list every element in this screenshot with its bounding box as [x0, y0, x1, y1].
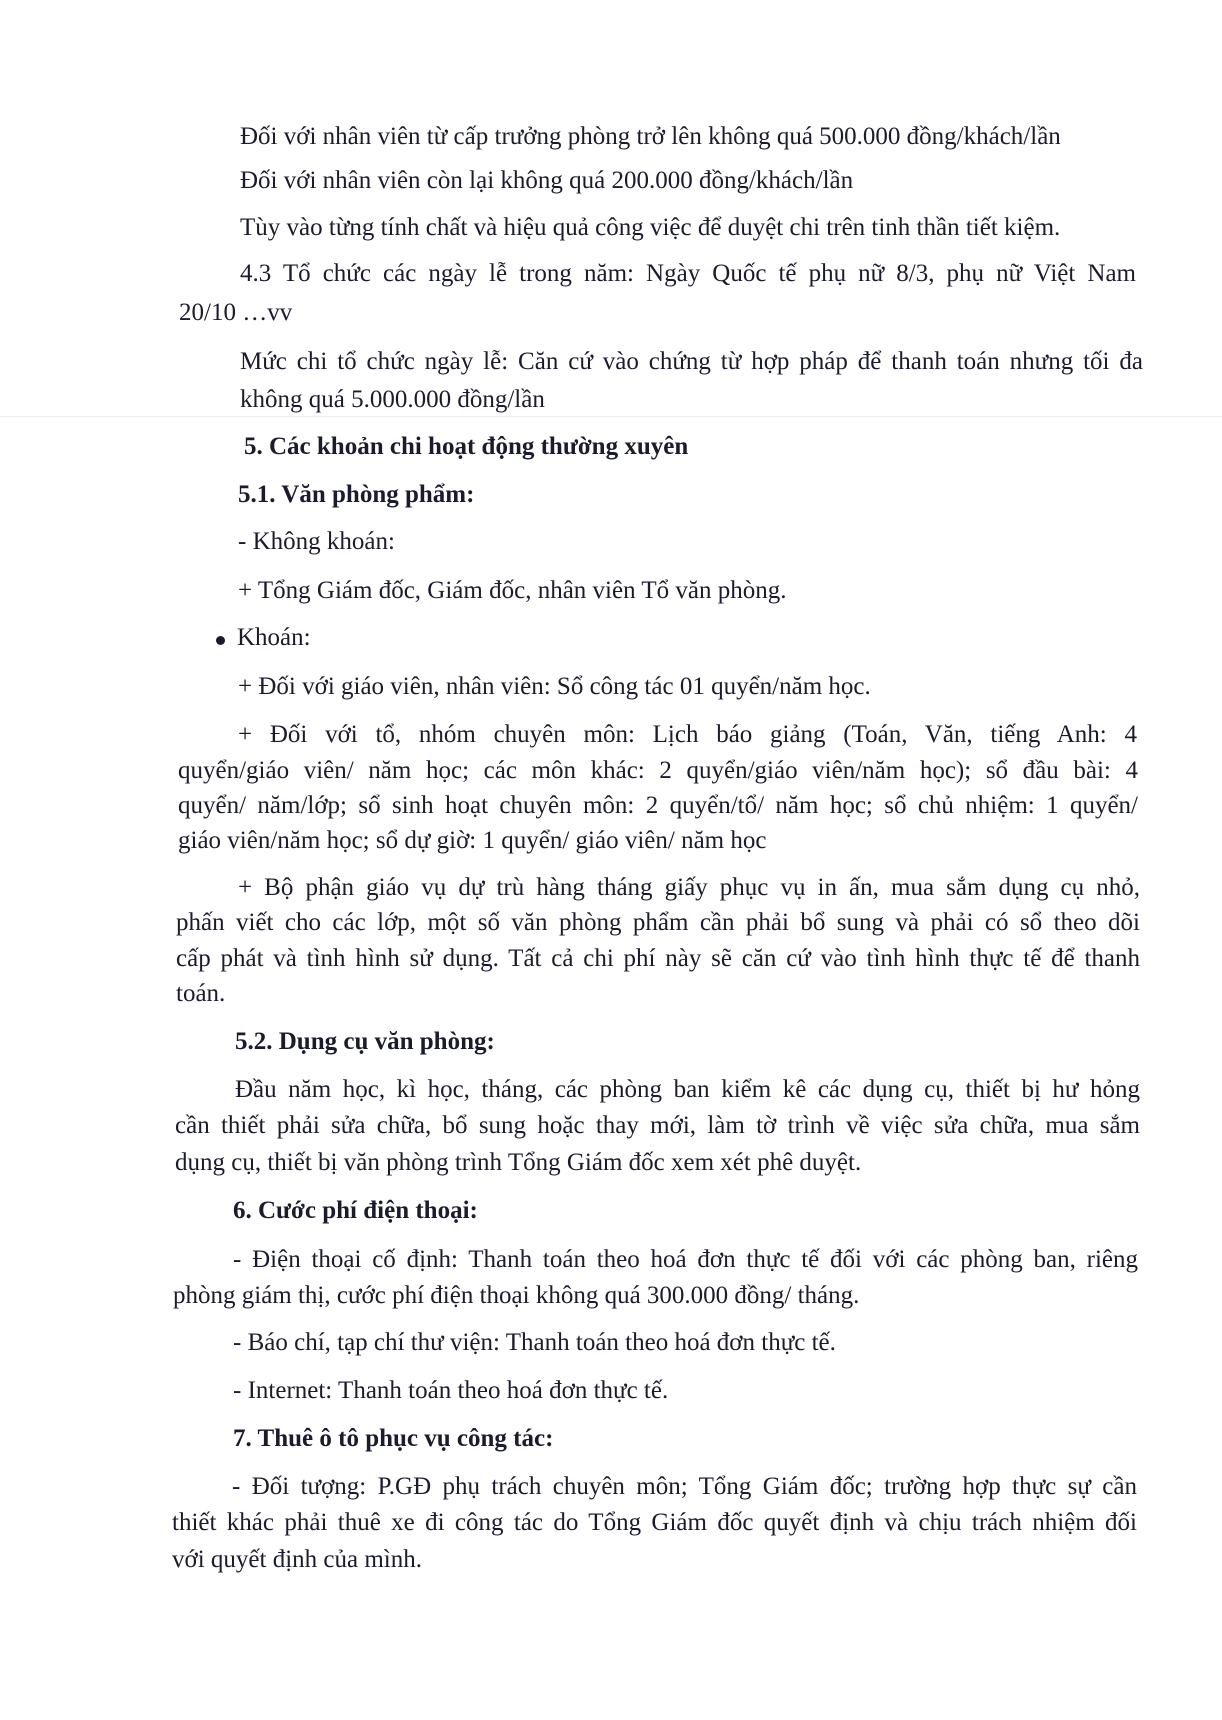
section-heading-5-1: 5.1. Văn phòng phẩm: [238, 481, 475, 508]
text-line: phòng giám thị, cước phí điện thoại không quá 300.000 đồng/ tháng. [173, 1282, 860, 1309]
text-line: - Internet: Thanh toán theo hoá đơn thực tế. [233, 1377, 669, 1404]
text-line: + Đối với giáo viên, nhân viên: Sổ công tác 01 quyển/năm học. [238, 673, 871, 700]
section-heading-6: 6. Cước phí điện thoại: [233, 1197, 478, 1224]
text-line: Mức chi tổ chức ngày lễ: Căn cứ vào chứng từ hợp pháp để thanh toán nhưng tối đa [240, 348, 1143, 375]
text-line: Tùy vào từng tính chất và hiệu quả công việc để duyệt chi trên tinh thần tiết kiệm. [240, 214, 1061, 241]
text-line: + Tổng Giám đốc, Giám đốc, nhân viên Tổ văn phòng. [238, 577, 787, 604]
text-line: quyển/ năm/lớp; sổ sinh hoạt chuyên môn: 2 quyển/tổ/ năm học; sổ chủ nhiệm: 1 quyển/ [178, 792, 1138, 819]
text-line: - Điện thoại cố định: Thanh toán theo hoá đơn thực tế đối với các phòng ban, riêng [233, 1246, 1138, 1273]
text-line: cấp phát và tình hình sử dụng. Tất cả chi phí này sẽ căn cứ vào tình hình thực tế để thanh [176, 945, 1140, 972]
scan-artifact-line [0, 416, 1222, 417]
text-line: cần thiết phải sửa chữa, bổ sung hoặc thay mới, làm tờ trình về việc sửa chữa, mua sắm [175, 1112, 1140, 1139]
text-line: + Bộ phận giáo vụ dự trù hàng tháng giấy phục vụ in ấn, mua sắm dụng cụ nhỏ, [238, 874, 1140, 901]
text-line: Đối với nhân viên còn lại không quá 200.000 đồng/khách/lần [240, 167, 854, 194]
text-line: Đầu năm học, kì học, tháng, các phòng ban kiểm kê các dụng cụ, thiết bị hư hỏng [235, 1076, 1140, 1103]
text-line: + Đối với tổ, nhóm chuyên môn: Lịch báo giảng (Toán, Văn, tiếng Anh: 4 [238, 721, 1137, 748]
text-line: 20/10 …vv [179, 299, 293, 326]
text-line: - Báo chí, tạp chí thư viện: Thanh toán theo hoá đơn thực tế. [233, 1329, 836, 1356]
text-line: thiết khác phải thuê xe đi công tác do Tổng Giám đốc quyết định và chịu trách nhiệm đối [172, 1509, 1137, 1536]
bullet-icon [216, 636, 225, 645]
text-line: toán. [176, 980, 226, 1007]
text-line: Đối với nhân viên từ cấp trưởng phòng trở lên không quá 500.000 đồng/khách/lần [240, 123, 1061, 150]
text-line: - Đối tượng: P.GĐ phụ trách chuyên môn; Tổng Giám đốc; trường hợp thực sự cần [232, 1473, 1137, 1500]
text-line: - Không khoán: [238, 528, 395, 555]
text-line: 4.3 Tổ chức các ngày lễ trong năm: Ngày Quốc tế phụ nữ 8/3, phụ nữ Việt Nam [240, 260, 1136, 287]
text-line: Khoán: [237, 624, 311, 651]
section-heading-7: 7. Thuê ô tô phục vụ công tác: [233, 1425, 554, 1452]
text-line: quyển/giáo viên/ năm học; các môn khác: 2 quyển/giáo viên/năm học); sổ đầu bài: 4 [178, 757, 1138, 784]
text-line: giáo viên/năm học; sổ dự giờ: 1 quyển/ giáo viên/ năm học [178, 827, 767, 854]
section-heading-5-2: 5.2. Dụng cụ văn phòng: [235, 1028, 495, 1055]
text-line: không quá 5.000.000 đồng/lần [240, 386, 545, 413]
text-line: dụng cụ, thiết bị văn phòng trình Tổng Giám đốc xem xét phê duyệt. [175, 1149, 862, 1176]
text-line: với quyết định của mình. [172, 1546, 422, 1573]
text-line: phấn viết cho các lớp, một số văn phòng phẩm cần phải bổ sung và phải có sổ theo dõi [176, 909, 1140, 936]
section-heading-5: 5. Các khoản chi hoạt động thường xuyên [244, 433, 689, 460]
